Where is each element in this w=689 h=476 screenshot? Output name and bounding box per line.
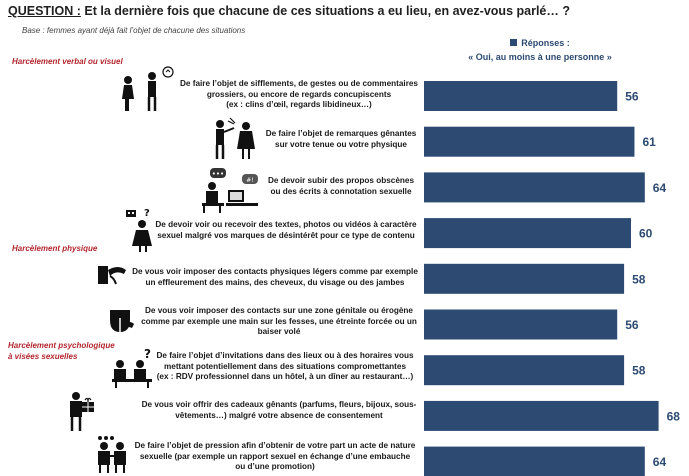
bar bbox=[424, 172, 645, 202]
row-label-line: vêtements…) malgré votre absence de consentement bbox=[175, 410, 383, 420]
row-label-line: comme par exemple une main sur les fesses, une étreinte forcée ou un bbox=[141, 316, 417, 326]
section-line: Harcèlement verbal ou visuel bbox=[12, 57, 123, 66]
row-label-line: mettant potentiellement dans des situations compromettantes bbox=[163, 361, 407, 371]
question-text: Et la dernière fois que chacune de ces situations a eu lieu, en avez-vous parlé… ? bbox=[84, 4, 570, 18]
row-label-line: sexuel malgré vos marques de désintérêt pour ce type de contenu bbox=[157, 230, 415, 240]
row-label-line: sexuelle (par exemple un rapport sexuel en échange d’une embauche bbox=[139, 451, 411, 461]
bar-value-label: 58 bbox=[632, 363, 646, 378]
bar bbox=[424, 355, 624, 385]
bar-value-label: 56 bbox=[625, 89, 639, 104]
bar bbox=[424, 401, 659, 431]
legend-title: Réponses : bbox=[521, 38, 570, 48]
bar bbox=[424, 81, 617, 111]
row-label-line: ou d’une promotion) bbox=[235, 462, 315, 471]
row-label-line: De vous voir imposer des contacts sur une zone génitale ou érogène bbox=[145, 306, 413, 315]
bar bbox=[424, 218, 631, 248]
row-label-line: De devoir subir des propos obscènes bbox=[267, 176, 415, 185]
bar-value-label: 58 bbox=[632, 272, 646, 287]
svg-text:•••: ••• bbox=[211, 170, 225, 178]
bar-value-label: 56 bbox=[625, 318, 639, 332]
section-line: à visées sexuelles bbox=[8, 352, 78, 361]
row-label-line: De vous voir offrir des cadeaux gênants (parfums, fleurs, bijoux, sous- bbox=[141, 400, 417, 409]
row-label-line: ou des écrits à connotation sexuelle bbox=[270, 186, 412, 196]
legend-subtitle: « Oui, au moins à une personne » bbox=[468, 52, 612, 62]
section-line: Harcèlement psychologique bbox=[8, 341, 115, 350]
svg-text:?: ? bbox=[144, 348, 151, 361]
bar-value-label: 68 bbox=[666, 409, 680, 424]
bar bbox=[424, 264, 624, 294]
row-label-line: De faire l’objet de sifflements, de gestes ou de commentaires bbox=[180, 79, 418, 88]
section-line: Harcèlement physique bbox=[12, 244, 98, 253]
row-label-line: De faire l’objet de pression afin d’obtenir de votre part un acte de nature bbox=[134, 441, 416, 450]
bar-value-label: 60 bbox=[639, 226, 653, 241]
row-label-line: De devoir voir ou recevoir des textes, photos ou vidéos à caractère bbox=[155, 220, 417, 229]
bar-value-label: 61 bbox=[642, 135, 656, 150]
row-label-line: un effleurement des mains, des cheveux, du visage ou des jambes bbox=[145, 277, 405, 287]
row-label-line: sur votre tenue ou votre physique bbox=[275, 139, 407, 149]
bar bbox=[424, 447, 645, 476]
bar-value-label: 64 bbox=[652, 455, 667, 470]
question-label: QUESTION : bbox=[8, 4, 81, 18]
row-label-line: grossiers, ou encore de regards concupiscents bbox=[206, 89, 392, 99]
svg-text:#!: #! bbox=[246, 177, 254, 184]
row-label-line: De vous voir imposer des contacts physiques légers comme par exemple bbox=[132, 267, 418, 276]
bar-value-label: 64 bbox=[652, 180, 667, 195]
base-note: Base : femmes ayant déjà fait l’objet de chacune des situations bbox=[22, 26, 246, 35]
row-label-line: (ex : RDV professionnel dans un hôtel, à un dîner au restaurant…) bbox=[156, 372, 414, 381]
row-label-line: (ex : clins d’œil, regards libidineux…) bbox=[226, 100, 372, 109]
svg-text:?: ? bbox=[144, 208, 150, 219]
row-label-line: baiser volé bbox=[257, 327, 301, 336]
bar bbox=[424, 127, 634, 157]
bar bbox=[424, 310, 617, 340]
row-label-line: De faire l’objet de remarques gênantes bbox=[265, 129, 417, 138]
row-label-line: De faire l’objet d’invitations dans des lieux ou à des horaires vous bbox=[156, 351, 414, 360]
